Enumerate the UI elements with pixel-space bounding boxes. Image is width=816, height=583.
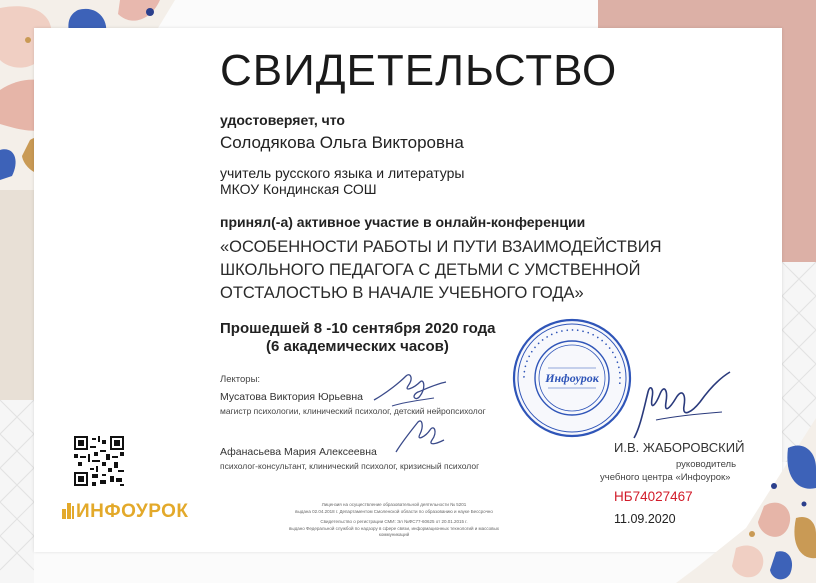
recipient-school: МКОУ Кондинская СОШ [220,181,377,197]
lecturer-role: магистр психологии, клинический психолог, детский нейропсихолог [220,406,486,416]
logo-text: ИНФОУРОК [76,501,189,522]
stamp-center-text: Инфоурок [545,371,599,385]
brand-logo [62,501,189,523]
decor-bottom-right [676,418,816,583]
lecturer-signature [370,366,450,412]
certificate-title: СВИДЕТЕЛЬСТВО [220,46,618,95]
lecturers-label: Лекторы: [220,374,261,385]
conference-hours: (6 академических часов) [266,338,449,355]
participation-text: принял(-а) активное участие в онлайн-конференции [220,214,586,230]
recipient-name: Солодякова Ольга Викторовна [220,133,464,152]
decor-bottom-left-pattern [0,400,34,583]
issue-date: 11.09.2020 [614,512,676,526]
lecturer-name: Мусатова Виктория Юрьевна [220,391,363,403]
license-text: Лицензия на осуществление образовательной деятельности № 5201 выдана 02.04.2018 г. Департаментом Смоленской области по образованию и науке Бессрочно Свидетельство о регистрации СМИ: Эл №ФС77-60625 от 20.01.2015 г. выдано Федеральной службой по надзору в сфере связи, информационных технологий и массовых коммуникаций [288,502,500,537]
certificate-sheet [34,28,782,552]
lecturer-name: Афанасьева Мария Алексеевна [220,446,377,458]
svg-text:• • • • • • • • • • • • • • •: • • • • • • • • • • • • • • • • • • • • • • • • • • • • • • [520,326,624,386]
conference-dates: Прошедшей 8 -10 сентября 2020 года [220,320,496,337]
certificate-number: НБ74027467 [614,489,693,504]
certifies-text: удостоверяет, что [220,112,345,128]
decor-left-band [0,190,34,400]
signatory-organization: учебного центра «Инфоурок» [600,472,731,483]
lecturer-role: психолог-консультант, клинический психолог, кризисный психолог [220,461,480,471]
signatory-name: И.В. ЖАБОРОВСКИЙ [614,440,745,455]
recipient-position: учитель русского языка и литературы [220,165,465,181]
lecturer-signature [390,414,450,460]
conference-title: «ОСОБЕННОСТИ РАБОТЫ И ПУТИ ВЗАИМОДЕЙСТВИЯ ШКОЛЬНОГО ПЕДАГОГА С ДЕТЬМИ С УМСТВЕННОЙ ОТСТАЛОСТЬЮ В НАЧАЛЕ УЧЕБНОГО ГОДА» [220,238,662,302]
official-stamp [510,316,634,440]
qr-code [74,436,124,486]
logo-icon [62,503,74,519]
signatory-role: руководитель [676,459,737,470]
